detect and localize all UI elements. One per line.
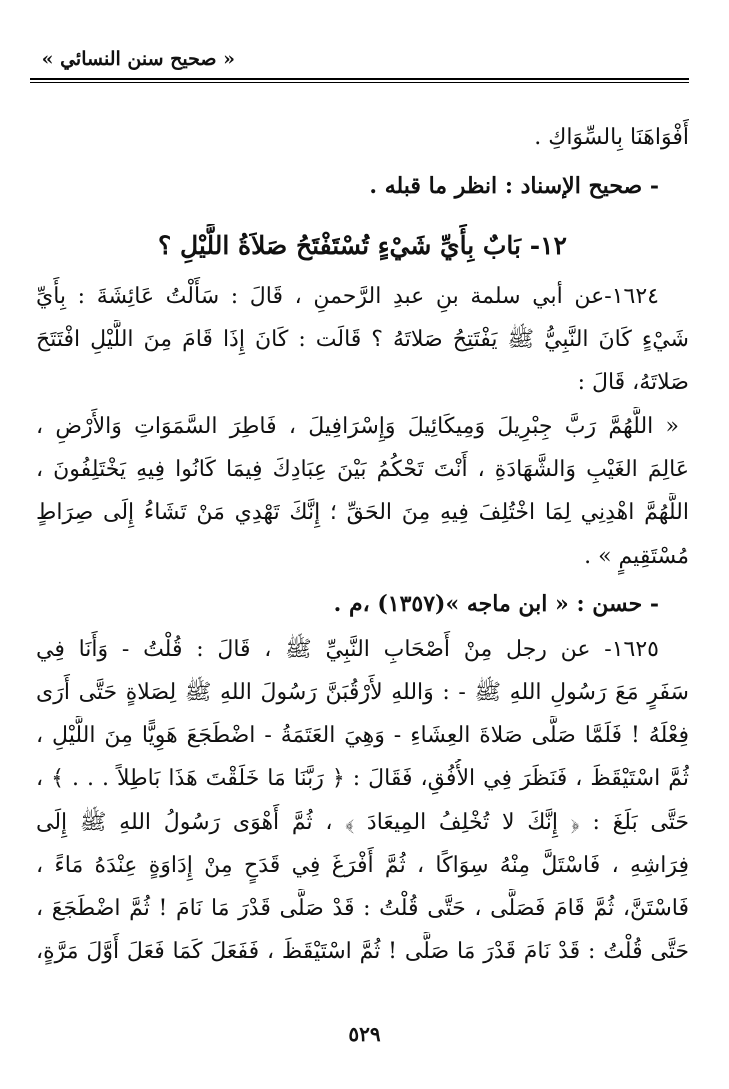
text-line-1: أَفْوَاهَنَا بِالسِّوَاكِ .	[534, 125, 689, 150]
chapter-heading: ١٢- بَابٌ بِأَيِّ شَيْءٍ تُسْتَفْتَحُ صَلاَةُ اللَّيْلِ ؟	[158, 231, 567, 260]
hadith-1625-line-1: ١٦٢٥- عن رجل مِنْ أَصْحَابِ النَّبِيِّ ﷺ ، قَالَ : قُلْتُ - وَأَنَا فِي	[36, 637, 659, 662]
hadith-1624-line-7: مُسْتَقِيمٍ » .	[584, 544, 689, 569]
hadith-1625-line-7: فَاسْتَنَّ، ثُمَّ قَامَ فَصَلَّى ، حَتَّى قُلْتُ : قَدْ صَلَّى قَدْرَ مَا نَامَ ! ثُمَّ اضْطَجَعَ ،	[36, 896, 689, 921]
hadith-1624-line-1: ١٦٢٤-عن أبي سلمة بنِ عبدِ الرَّحمنِ ، قَالَ : سَأَلْتُ عَائِشَةَ : بِأَيِّ	[36, 284, 659, 309]
hadith-1625-line-3: فِعْلَهُ ! فَلَمَّا صَلَّى صَلاةَ العِشَاءِ - وَهِيَ العَتَمَةُ - اضْطَجَعَ هَوِيًّا مِنَ اللَّيْلِ ،	[36, 723, 689, 748]
hadith-1624-line-5: عَالِمَ الغَيْبِ وَالشَّهَادَةِ ، أَنْتَ تَحْكُمُ بَيْنَ عِبَادِكَ فِيمَا كَانُوا فِيهِ يَخْتَلِفُونَ ،	[36, 457, 689, 482]
running-header-title: « صحيح سنن النسائي »	[41, 48, 235, 70]
hadith-1625-line-6: فِرَاشِهِ ، فَاسْتَلَّ مِنْهُ سِوَاكًا ، ثُمَّ أَفْرَغَ فِي قَدَحٍ مِنْ إِدَاوَةٍ عِنْدَهُ مَاءً ،	[36, 853, 689, 878]
hadith-1625-line-5: حَتَّى بَلَغَ : ﴿ إِنَّكَ لا تُخْلِفُ المِيعَادَ ﴾ ، ثُمَّ أَهْوَى رَسُولُ اللهِ ﷺ إِلَى	[36, 810, 689, 835]
page-number: ٥٢٩	[348, 1022, 381, 1046]
hadith-1625-line-4: ثُمَّ اسْتَيْقَظَ ، فَنَظَرَ فِي الأُفُقِ، فَقَالَ : ﴿ رَبَّنَا مَا خَلَقْتَ هَذَا بَاطِلاً . . . ﴾ ،	[36, 766, 689, 791]
header-rule	[30, 78, 689, 80]
grading-note-1: - صحيح الإسناد : انظر ما قبله .	[369, 173, 659, 199]
grading-note-2: - حسن : « ابن ماجه »(١٣٥٧) ،م .	[333, 591, 659, 617]
hadith-1625-line-8: حَتَّى قُلْتُ : قَدْ نَامَ قَدْرَ مَا صَلَّى ! ثُمَّ اسْتَيْقَظَ ، فَفَعَلَ كَمَا فَعَلَ أَوَّلَ مَرَّةٍ،	[36, 939, 689, 964]
hadith-1625-line-2: سَفَرٍ مَعَ رَسُولِ اللهِ ﷺ - : وَاللهِ لأَرْقُبَنَّ رَسُولَ اللهِ ﷺ لِصَلاةٍ حَتَّى أَرَى	[36, 680, 689, 705]
header-rule-thin	[30, 82, 689, 83]
hadith-1624-line-6: اللَّهُمَّ اهْدِنِي لِمَا اخْتُلِفَ فِيهِ مِنَ الحَقِّ ؛ إِنَّكَ تَهْدِي مَنْ تَشَاءُ إِلَى صِرَاطٍ	[36, 500, 689, 525]
hadith-1624-line-3: صَلاتَهُ، قَالَ :	[577, 370, 689, 395]
hadith-1624-line-2: شَيْءٍ كَانَ النَّبِيُّ ﷺ يَفْتَتِحُ صَلاتَهُ ؟ قَالَت : كَانَ إِذَا قَامَ مِنَ اللَّيْلِ افْتَتَحَ	[36, 327, 689, 352]
hadith-1624-line-4: « اللَّهُمَّ رَبَّ جِبْرِيلَ وَمِيكَائِيلَ وَإِسْرَافِيلَ ، فَاطِرَ السَّمَوَاتِ وَالأَرْضِ ،	[36, 414, 679, 439]
